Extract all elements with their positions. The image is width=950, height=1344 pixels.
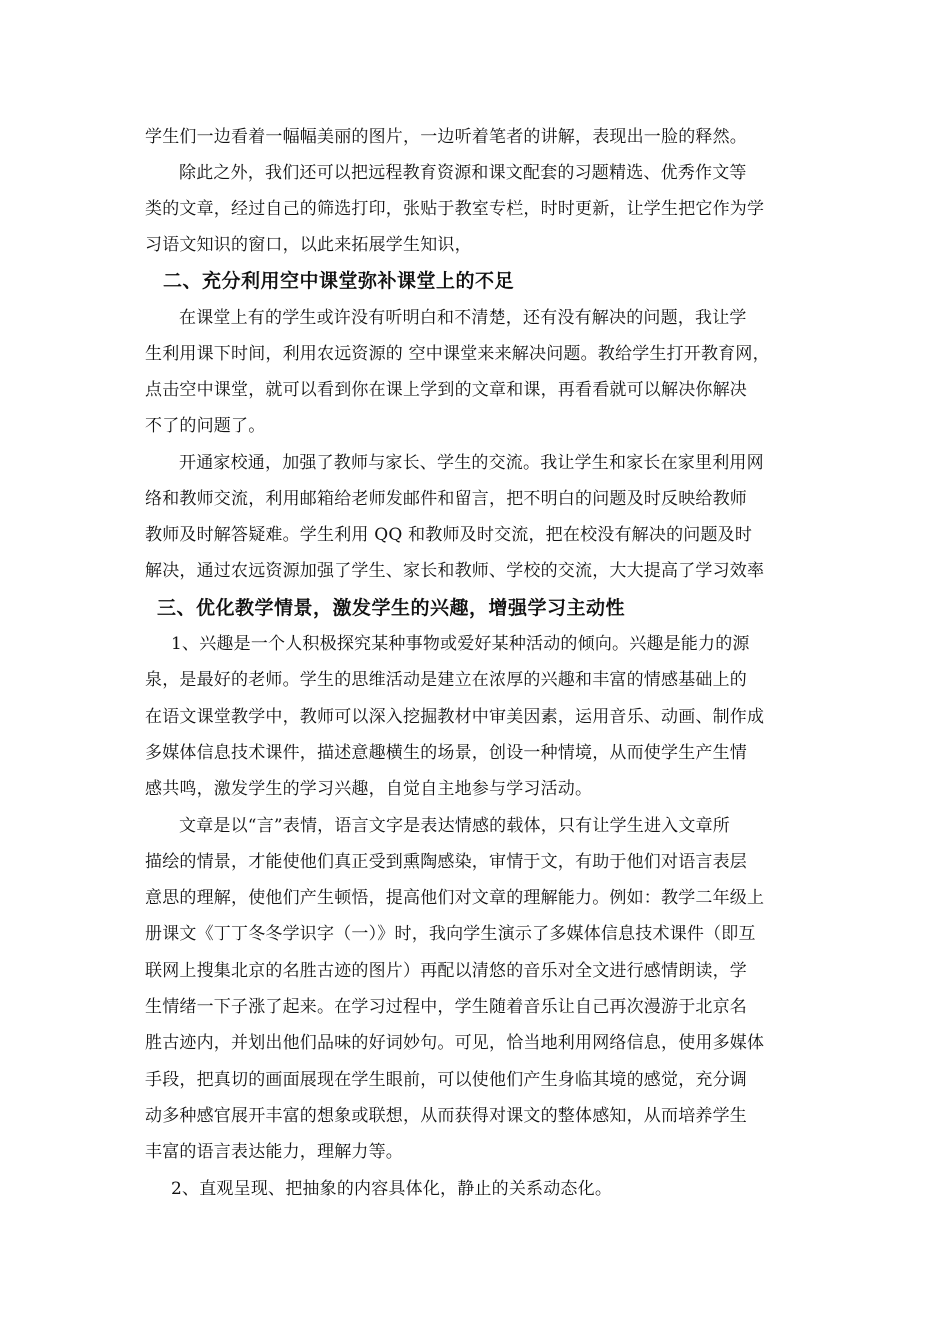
paragraph-line: 胜古迹内，并划出他们品味的好词妙句。可见，恰当地利用网络信息，使用多媒体 xyxy=(145,1033,765,1053)
paragraph-line: 生情绪一下子涨了起来。在学习过程中，学生随着音乐让自己再次漫游于北京名 xyxy=(145,997,747,1017)
paragraph-line: 手段，把真切的画面展现在学生眼前，可以使他们产生身临其境的感觉，充分调 xyxy=(145,1070,747,1090)
paragraph-line: 络和教师交流，利用邮箱给老师发邮件和留言，把不明白的问题及时反映给教师 xyxy=(145,489,747,509)
paragraph-line: 2、直观呈现、把抽象的内容具体化，静止的关系动态化。 xyxy=(171,1179,613,1199)
paragraph-line: 不了的问题了。 xyxy=(145,416,266,436)
paragraph-line: 文章是以“言”表情，语言文字是表达情感的载体，只有让学生进入文章所 xyxy=(179,816,730,836)
paragraph-line: 联网上搜集北京的名胜古迹的图片）再配以清悠的音乐对全文进行感情朗读，学 xyxy=(145,961,747,981)
paragraph-line: 学生们一边看着一幅幅美丽的图片，一边听着笔者的讲解，表现出一脸的释然。 xyxy=(145,127,747,147)
paragraph-line: 泉，是最好的老师。学生的思维活动是建立在浓厚的兴趣和丰富的情感基础上的 xyxy=(145,670,747,690)
paragraph-line: 册课文《丁丁冬冬学识字（一）》时，我向学生演示了多媒体信息技术课件（即互 xyxy=(145,924,756,944)
paragraph-line: 在课堂上有的学生或许没有听明白和不清楚，还有没有解决的问题，我让学 xyxy=(179,308,747,328)
paragraph-line: 生利用课下时间，利用农远资源的 空中课堂来来解决问题。教给学生打开教育网， xyxy=(145,344,770,364)
paragraph-line: 丰富的语言表达能力，理解力等。 xyxy=(145,1142,403,1162)
paragraph-line: 多媒体信息技术课件，描述意趣横生的场景，创设一种情境，从而使学生产生情 xyxy=(145,743,747,763)
paragraph-line: 意思的理解，使他们产生顿悟，提高他们对文章的理解能力。例如：教学二年级上 xyxy=(145,888,765,908)
paragraph-line: 解决，通过农远资源加强了学生、家长和教师、学校的交流，大大提高了学习效率 xyxy=(145,561,765,581)
paragraph-line: 在语文课堂教学中，教师可以深入挖掘教材中审美因素，运用音乐、动画、制作成 xyxy=(145,707,765,727)
paragraph-line: 类的文章，经过自己的筛选打印，张贴于教室专栏，时时更新，让学生把它作为学 xyxy=(145,199,765,219)
paragraph-line: 动多种感官展开丰富的想象或联想，从而获得对课文的整体感知，从而培养学生 xyxy=(145,1106,747,1126)
section-heading-3: 三、优化教学情景，激发学生的兴趣，增强学习主动性 xyxy=(157,597,626,619)
paragraph-line: 除此之外，我们还可以把远程教育资源和课文配套的习题精选、优秀作文等 xyxy=(179,163,747,183)
paragraph-line: 习语文知识的窗口，以此来拓展学生知识， xyxy=(145,235,472,255)
paragraph-line: 点击空中课堂，就可以看到你在课上学到的文章和课，再看看就可以解决你解决 xyxy=(145,380,747,400)
paragraph-line: 教师及时解答疑难。学生利用 QQ 和教师及时交流，把在校没有解决的问题及时 xyxy=(145,525,753,545)
paragraph-line: 开通家校通，加强了教师与家长、学生的交流。我让学生和家长在家里利用网 xyxy=(179,453,764,473)
section-heading-2: 二、充分利用空中课堂弥补课堂上的不足 xyxy=(163,270,515,292)
paragraph-line: 1、兴趣是一个人积极探究某种事物或爱好某种活动的倾向。兴趣是能力的源 xyxy=(171,634,750,654)
paragraph-line: 感共鸣，激发学生的学习兴趣，自觉自主地参与学习活动。 xyxy=(145,779,593,799)
paragraph-line: 描绘的情景，才能使他们真正受到熏陶感染，审情于文，有助于他们对语言表层 xyxy=(145,852,747,872)
